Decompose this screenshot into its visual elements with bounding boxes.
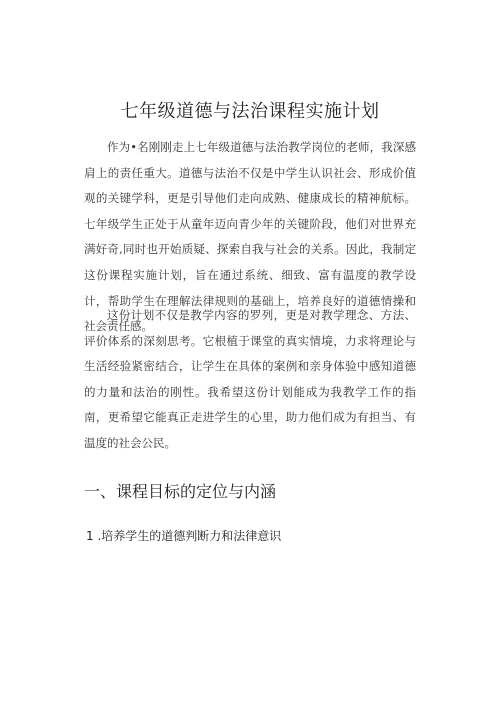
- subsection-heading: 1 .培养学生的道德判断力和法律意识: [86, 529, 282, 543]
- intro-paragraph-1: 作为•名刚刚走上七年级道德与法治教学岗位的老师，我深感肩上的责任重大。道德与法治不仅是中学生认识社会、形成价值观的关键学科，更是引导他们走向成熟、健康成长的精神航标。七年级学生正处于从童年迈向青少年的关键阶段，他们对世界充满好奇,同时也开始质疑、探索自我与社会的关系。因此，我制定这份课程实施计划，旨在通过系统、细致、富有温度的教学设计，帮助学生在理解法律规则的基础上，培养良好的道德情操和社会责任感。: [84, 140, 416, 334]
- intro-paragraph-2: 这份计划不仅是教学内容的罗列，更是对教学理念、方法、评价体系的深刻思考。它根植于课堂的真实情境，力求将理论与生活经验紧密结合，让学生在具体的案例和亲身体验中感知道德的力量和法治的刚性。我希望这份计划能成为我教学工作的指南，更希望它能真正走进学生的心里，助力他们成为有担当、有温度的社会公民。: [84, 308, 416, 450]
- document-title: 七年级道德与法治课程实施计划: [120, 101, 380, 122]
- section-heading: 一、课程目标的定位与内涵: [84, 482, 277, 501]
